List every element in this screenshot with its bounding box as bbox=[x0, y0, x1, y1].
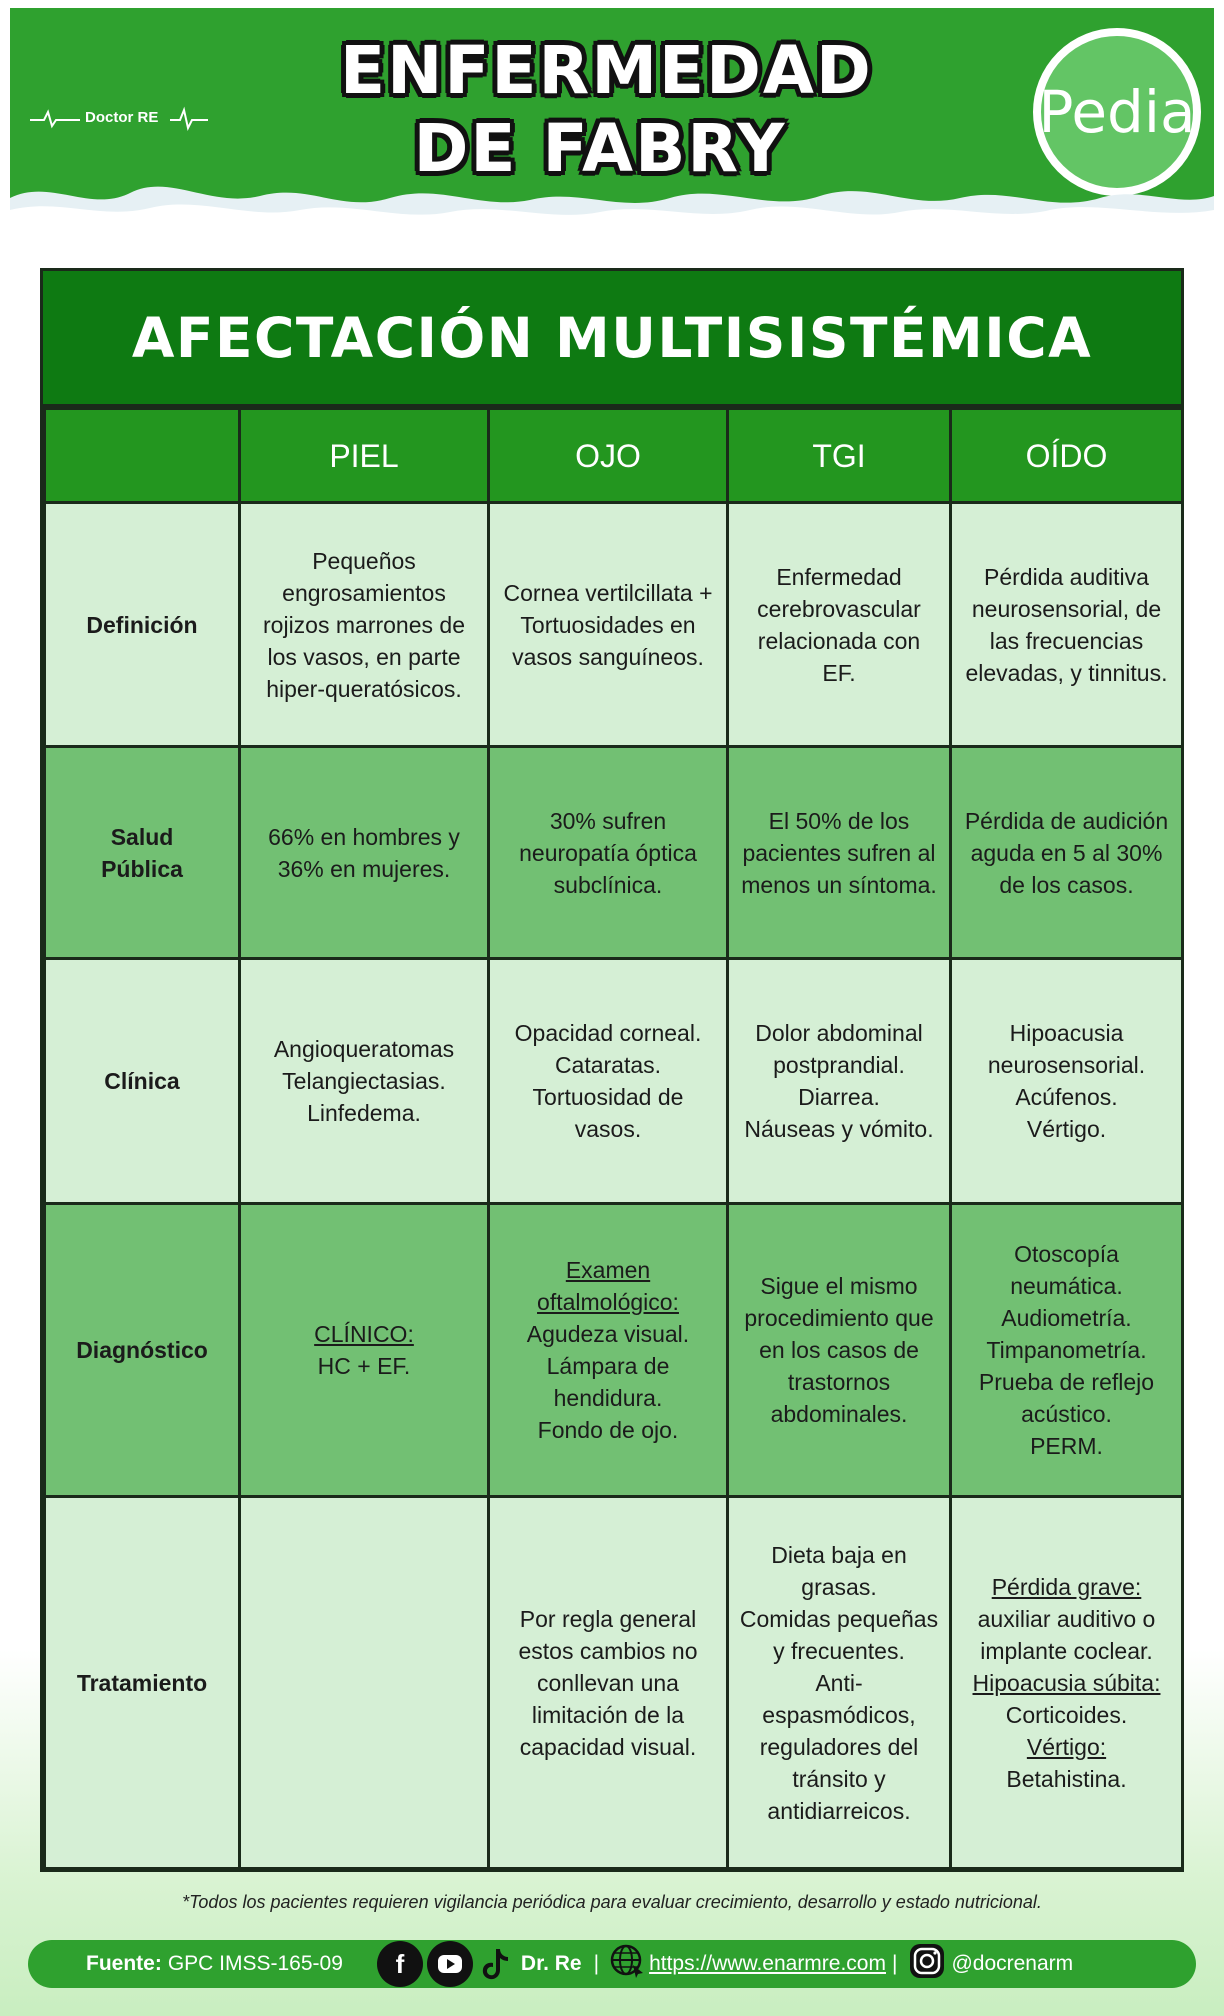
cell-line: Fondo de ojo. bbox=[537, 1417, 679, 1443]
cell-oido: Pérdida auditiva neurosensorial, de las frecuencias elevadas, y tinnitus. bbox=[951, 503, 1183, 747]
facebook-icon[interactable]: f bbox=[377, 1941, 423, 1987]
cell-line: HC + EF. bbox=[317, 1353, 411, 1379]
cell-underlined: Examen oftalmológico: bbox=[537, 1257, 679, 1315]
cell-oido bbox=[951, 959, 1183, 1204]
cell-piel bbox=[240, 1497, 489, 1869]
column-header-tgi: TGI bbox=[728, 409, 951, 503]
cell-piel: Pequeños engrosamientos rojizos marrones de los vasos, en parte hiper-queratósicos. bbox=[240, 503, 489, 747]
table-row-tratamiento bbox=[45, 1497, 1183, 1869]
cell-underlined: Hipoacusia súbita: bbox=[972, 1669, 1161, 1696]
cell-oido bbox=[951, 1497, 1183, 1869]
column-header-ojo: OJO bbox=[489, 409, 728, 503]
cell-ojo bbox=[489, 959, 728, 1204]
cell-line: Dolor abdominal postprandial. bbox=[755, 1020, 923, 1078]
cell-line: Vértigo. bbox=[1026, 1116, 1107, 1142]
cell-tgi: Sigue el mismo procedimiento que en los casos de trastornos abdominales. bbox=[728, 1204, 951, 1497]
tiktok-icon[interactable] bbox=[477, 1941, 513, 1987]
cell-line: Náuseas y vómito. bbox=[744, 1116, 934, 1142]
cell-underlined: CLÍNICO: bbox=[314, 1321, 414, 1347]
cell-line: Otoscopía neumática. bbox=[1010, 1241, 1123, 1299]
cell-line: Linfedema. bbox=[307, 1100, 421, 1126]
brand-name: Doctor RE bbox=[85, 108, 159, 126]
column-header-piel: PIEL bbox=[240, 409, 489, 503]
cell-ojo bbox=[489, 1204, 728, 1497]
author-name: Dr. Re bbox=[520, 1952, 582, 1975]
cell-line: Timpanometría. bbox=[986, 1337, 1147, 1363]
footnote: *Todos los pacientes requieren vigilancia periódica para evaluar crecimiento, desarrollo y estado nutricional. bbox=[182, 1892, 1042, 1912]
row-label: Clínica bbox=[45, 959, 240, 1204]
cell-line: Comidas pequeñas y frecuentes. bbox=[739, 1605, 939, 1664]
title-line-2: DE FABRY bbox=[413, 110, 787, 187]
instagram-handle[interactable]: @docrenarm bbox=[951, 1952, 1074, 1975]
cell-line: Hipoacusia neurosensorial. bbox=[987, 1020, 1146, 1078]
table-row-diagnostico bbox=[45, 1204, 1183, 1497]
cell-ojo: Cornea vertilcillata + Tortuosidades en vasos sanguíneos. bbox=[489, 503, 728, 747]
source-value: GPC IMSS-165-09 bbox=[167, 1952, 343, 1975]
cell-ojo: 30% sufren neuropatía óptica subclínica. bbox=[489, 747, 728, 959]
cell-line: Prueba de reflejo acústico. bbox=[978, 1369, 1155, 1427]
cell-tgi: El 50% de los pacientes sufren al menos un síntoma. bbox=[728, 747, 951, 959]
cell-piel bbox=[240, 959, 489, 1204]
cell-line: Corticoides. bbox=[1005, 1701, 1128, 1728]
source-label: Fuente: bbox=[86, 1952, 162, 1975]
social-icons bbox=[377, 1941, 513, 1987]
instagram-icon[interactable] bbox=[907, 1941, 947, 1987]
cell-line: Betahistina. bbox=[1006, 1765, 1127, 1792]
cell-line: Agudeza visual. bbox=[526, 1321, 690, 1347]
cell-tgi: Enfermedad cerebrovascular relacionada con EF. bbox=[728, 503, 951, 747]
cell-line: Diarrea. bbox=[798, 1084, 880, 1110]
cell-tgi bbox=[728, 1497, 951, 1869]
globe-icon bbox=[609, 1943, 645, 1985]
table-row-clinica bbox=[45, 959, 1183, 1204]
cell-line: Tortuosidad de vasos. bbox=[532, 1084, 684, 1142]
table-title: AFECTACIÓN MULTISISTÉMICA bbox=[43, 271, 1181, 407]
column-header-row bbox=[45, 409, 1183, 503]
youtube-icon[interactable] bbox=[427, 1941, 473, 1987]
cell-underlined: Pérdida grave: bbox=[991, 1573, 1142, 1600]
cell-line: Acúfenos. bbox=[1015, 1084, 1118, 1110]
multisystem-table bbox=[43, 407, 1184, 1870]
website-link[interactable]: https://www.enarmre.com bbox=[649, 1952, 886, 1975]
divider: | bbox=[891, 1952, 898, 1975]
divider: | bbox=[593, 1952, 600, 1975]
cell-line: Opacidad corneal. bbox=[514, 1020, 702, 1046]
cell-line: Lámpara de hendidura. bbox=[546, 1353, 670, 1411]
row-label: Salud Pública bbox=[45, 747, 240, 959]
column-header-empty bbox=[45, 409, 240, 503]
cell-line: Angioqueratomas bbox=[273, 1036, 455, 1062]
brand-logo bbox=[30, 102, 210, 132]
row-label: Tratamiento bbox=[45, 1497, 240, 1869]
column-header-oido: OÍDO bbox=[951, 409, 1183, 503]
cell-line: PERM. bbox=[1030, 1433, 1103, 1459]
cell-oido bbox=[951, 1204, 1183, 1497]
cell-line: Telangiectasias. bbox=[282, 1068, 446, 1094]
cell-tgi bbox=[728, 959, 951, 1204]
cell-line: Audiometría. bbox=[1001, 1305, 1132, 1331]
title-line-1: ENFERMEDAD bbox=[340, 32, 873, 109]
cell-line: auxiliar auditivo o implante coclear. bbox=[977, 1605, 1156, 1664]
cell-ojo: Por regla general estos cambios no conllevan una limitación de la capacidad visual. bbox=[489, 1497, 728, 1869]
cell-line: Dieta baja en grasas. bbox=[771, 1541, 907, 1600]
cell-piel bbox=[240, 1204, 489, 1497]
cell-line: Cataratas. bbox=[554, 1052, 662, 1078]
row-label: Definición bbox=[45, 503, 240, 747]
cell-oido: Pérdida de audición aguda en 5 al 30% de los casos. bbox=[951, 747, 1183, 959]
table-row-definicion bbox=[45, 503, 1183, 747]
footer-bar bbox=[28, 1940, 1196, 1988]
cell-line: Anti-espasmódicos, reguladores del tránsito y antidiarreicos. bbox=[759, 1669, 919, 1824]
cell-underlined: Vértigo: bbox=[1026, 1733, 1107, 1760]
header-banner bbox=[10, 8, 1214, 228]
pedia-badge: Pedia bbox=[1033, 28, 1201, 196]
table-row-salud-publica bbox=[45, 747, 1183, 959]
cell-piel: 66% en hombres y 36% en mujeres. bbox=[240, 747, 489, 959]
row-label: Diagnóstico bbox=[45, 1204, 240, 1497]
info-table bbox=[40, 268, 1184, 1872]
snow-edge bbox=[10, 158, 1214, 228]
